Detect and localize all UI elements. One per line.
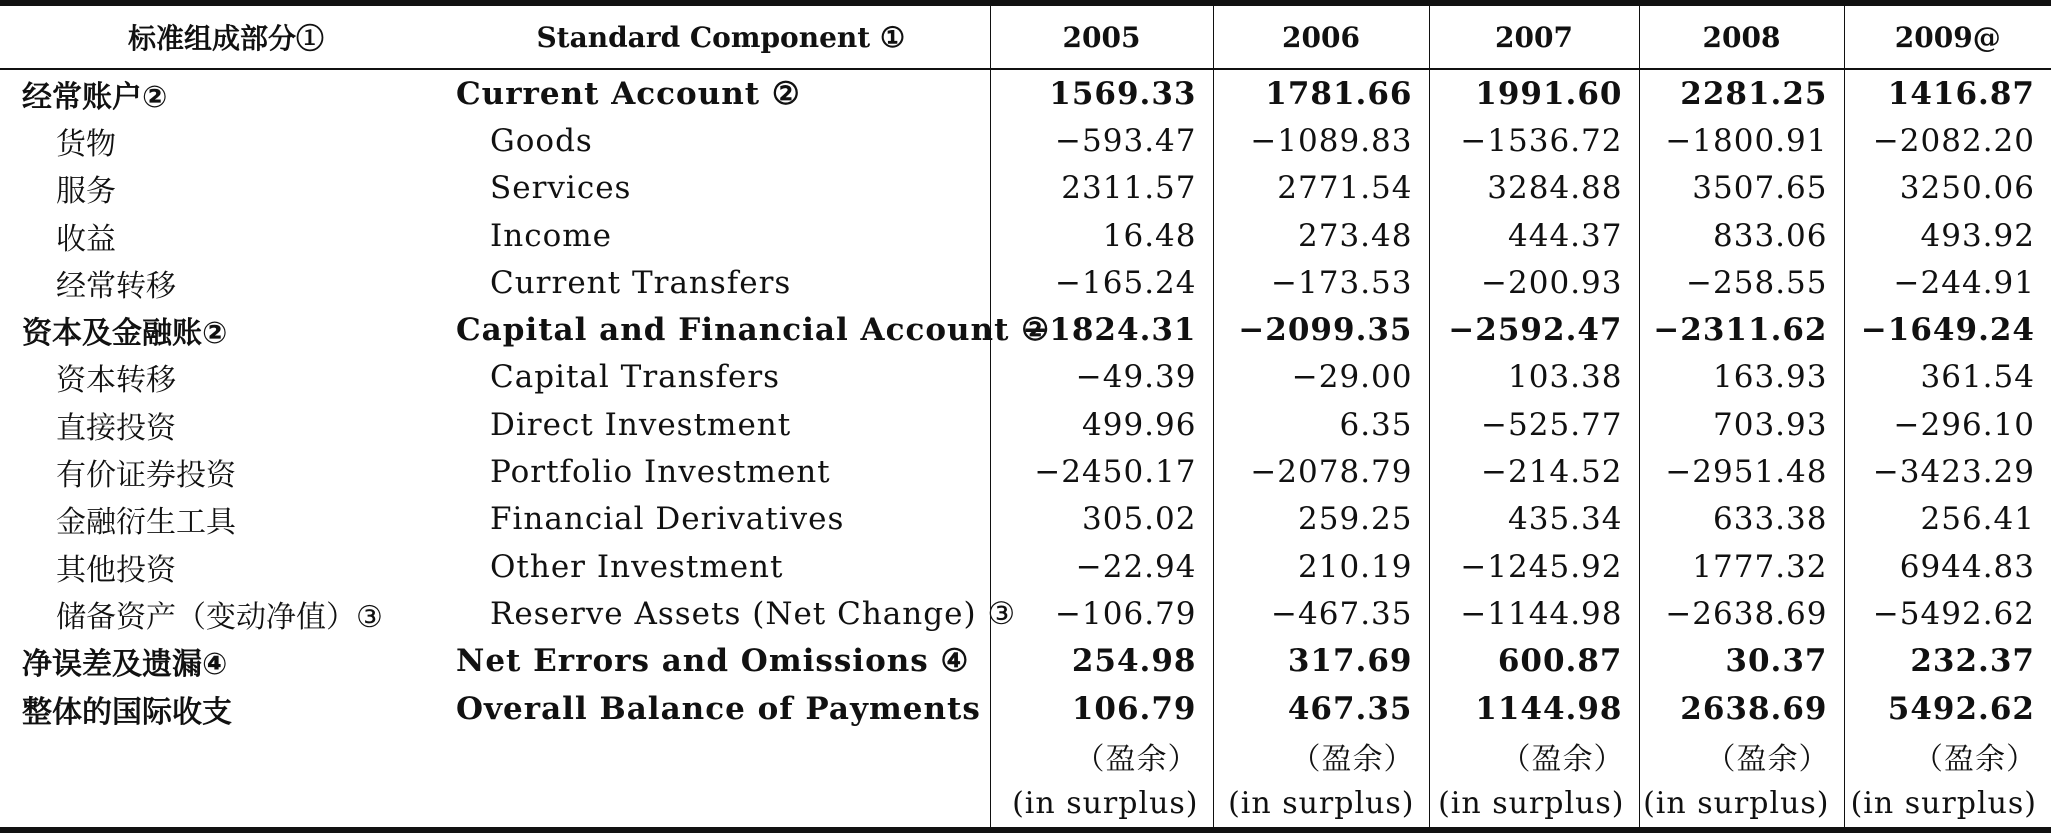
row-label-en: Services — [490, 170, 632, 207]
value-cell: 163.93 — [1639, 354, 1844, 401]
value-cell: −2450.17 — [990, 448, 1213, 495]
header-row — [0, 3, 2051, 69]
table-row-direct-investment — [0, 401, 2051, 448]
empty-cell — [452, 779, 990, 829]
value-cell: −1649.24 — [1844, 306, 2051, 353]
value-cell: 30.37 — [1639, 638, 1844, 685]
value-cell: 2638.69 — [1639, 685, 1844, 732]
row-label-en: Direct Investment — [490, 406, 792, 443]
value-cell: −1144.98 — [1429, 590, 1639, 637]
table-row-goods — [0, 117, 2051, 164]
value-cell: 493.92 — [1844, 212, 2051, 259]
value-cell: 3250.06 — [1844, 165, 2051, 212]
value-cell: 1569.33 — [990, 69, 1213, 117]
value-cell: 1991.60 — [1429, 69, 1639, 117]
value-cell: −2099.35 — [1213, 306, 1429, 353]
value-cell: −2592.47 — [1429, 306, 1639, 353]
value-cell: 467.35 — [1213, 685, 1429, 732]
value-cell: 305.02 — [990, 496, 1213, 543]
value-cell: 232.37 — [1844, 638, 2051, 685]
table-row-financial-derivatives — [0, 496, 2051, 543]
value-cell: 210.19 — [1213, 543, 1429, 590]
value-cell: 3284.88 — [1429, 165, 1639, 212]
value-cell: 1781.66 — [1213, 69, 1429, 117]
table-row-income — [0, 212, 2051, 259]
value-cell: 499.96 — [990, 401, 1213, 448]
value-cell: −244.91 — [1844, 259, 2051, 306]
table-row-net-errors-omissions — [0, 638, 2051, 685]
value-cell: −1245.92 — [1429, 543, 1639, 590]
header-year: 2009@ — [1844, 3, 2051, 69]
value-cell: −2311.62 — [1639, 306, 1844, 353]
value-cell: 16.48 — [990, 212, 1213, 259]
value-cell: 1416.87 — [1844, 69, 2051, 117]
value-cell: −3423.29 — [1844, 448, 2051, 495]
surplus-note: (in surplus) — [1639, 779, 1844, 829]
header-year: 2006 — [1213, 3, 1429, 69]
value-cell: −2078.79 — [1213, 448, 1429, 495]
value-cell: −29.00 — [1213, 354, 1429, 401]
value-cell: 833.06 — [1639, 212, 1844, 259]
header-zh: 标准组成部分① — [0, 3, 452, 69]
row-label-en: Current Transfers — [490, 264, 792, 301]
value-cell: 1777.32 — [1639, 543, 1844, 590]
value-cell: −1089.83 — [1213, 117, 1429, 164]
value-cell: 317.69 — [1213, 638, 1429, 685]
row-label-en: Overall Balance of Payments — [456, 690, 981, 727]
row-label-zh: 金融衍生工具 — [56, 505, 236, 541]
row-label-zh: 货物 — [56, 126, 116, 162]
table-row-capital-transfers — [0, 354, 2051, 401]
value-cell: 435.34 — [1429, 496, 1639, 543]
value-cell: 600.87 — [1429, 638, 1639, 685]
surplus-note: （盈余） — [990, 732, 1213, 779]
surplus-note: （盈余） — [1844, 732, 2051, 779]
value-cell: 2281.25 — [1639, 69, 1844, 117]
empty-cell — [0, 732, 452, 779]
value-cell: 106.79 — [990, 685, 1213, 732]
table-row-other-investment — [0, 543, 2051, 590]
row-label-en: Net Errors and Omissions ④ — [456, 643, 970, 680]
table-row-current-transfers — [0, 259, 2051, 306]
row-label-en: Goods — [490, 122, 593, 159]
row-label-en: Portfolio Investment — [490, 454, 831, 491]
table-row-services — [0, 165, 2051, 212]
value-cell: −1536.72 — [1429, 117, 1639, 164]
row-label-zh: 经常转移 — [56, 268, 176, 304]
value-cell: −467.35 — [1213, 590, 1429, 637]
value-cell: 259.25 — [1213, 496, 1429, 543]
value-cell: −49.39 — [990, 354, 1213, 401]
row-label-en: Capital and Financial Account ② — [456, 312, 1050, 349]
row-label-zh: 资本及金融账② — [22, 316, 228, 352]
value-cell: −5492.62 — [1844, 590, 2051, 637]
header-en: Standard Component ① — [452, 3, 990, 69]
surplus-note: (in surplus) — [1213, 779, 1429, 829]
row-label-zh: 收益 — [56, 221, 116, 257]
value-cell: −2951.48 — [1639, 448, 1844, 495]
row-label-zh: 直接投资 — [56, 410, 176, 446]
value-cell: −22.94 — [990, 543, 1213, 590]
table-row-reserve-assets — [0, 590, 2051, 637]
value-cell: −165.24 — [990, 259, 1213, 306]
row-label-zh: 储备资产（变动净值）③ — [56, 599, 383, 635]
value-cell: 2311.57 — [990, 165, 1213, 212]
value-cell: −2638.69 — [1639, 590, 1844, 637]
row-label-zh: 净误差及遗漏④ — [22, 647, 228, 683]
table-row-overall-balance — [0, 685, 2051, 732]
row-label-zh: 其他投资 — [56, 552, 176, 588]
value-cell: −200.93 — [1429, 259, 1639, 306]
value-cell: −296.10 — [1844, 401, 2051, 448]
value-cell: 103.38 — [1429, 354, 1639, 401]
empty-cell — [0, 779, 452, 829]
value-cell: 633.38 — [1639, 496, 1844, 543]
row-label-zh: 经常账户② — [22, 79, 168, 115]
value-cell: 254.98 — [990, 638, 1213, 685]
surplus-note: (in surplus) — [1844, 779, 2051, 829]
surplus-note: (in surplus) — [1429, 779, 1639, 829]
value-cell: −525.77 — [1429, 401, 1639, 448]
value-cell: 6944.83 — [1844, 543, 2051, 590]
table-row-surplus-note-en — [0, 779, 2051, 829]
header-year: 2008 — [1639, 3, 1844, 69]
row-label-en: Income — [490, 217, 612, 254]
table-row-surplus-note-zh — [0, 732, 2051, 779]
value-cell: 2771.54 — [1213, 165, 1429, 212]
row-label-zh: 整体的国际收支 — [22, 694, 232, 730]
value-cell: 361.54 — [1844, 354, 2051, 401]
value-cell: −106.79 — [990, 590, 1213, 637]
table-row-current-account — [0, 69, 2051, 117]
value-cell: 3507.65 — [1639, 165, 1844, 212]
row-label-zh: 服务 — [56, 174, 116, 210]
value-cell: 5492.62 — [1844, 685, 2051, 732]
value-cell: −214.52 — [1429, 448, 1639, 495]
empty-cell — [452, 732, 990, 779]
header-year: 2007 — [1429, 3, 1639, 69]
value-cell: −258.55 — [1639, 259, 1844, 306]
table-row-portfolio-investment — [0, 448, 2051, 495]
value-cell: 444.37 — [1429, 212, 1639, 259]
value-cell: −1824.31 — [990, 306, 1213, 353]
row-label-en: Current Account ② — [456, 75, 801, 112]
surplus-note: (in surplus) — [990, 779, 1213, 829]
surplus-note: （盈余） — [1639, 732, 1844, 779]
row-label-en: Capital Transfers — [490, 359, 781, 396]
value-cell: −2082.20 — [1844, 117, 2051, 164]
row-label-en: Financial Derivatives — [490, 501, 845, 538]
row-label-en: Other Investment — [490, 548, 784, 585]
header-year: 2005 — [990, 3, 1213, 69]
row-label-zh: 有价证券投资 — [56, 458, 236, 494]
row-label-en: Reserve Assets (Net Change) ③ — [490, 595, 1017, 632]
value-cell: 273.48 — [1213, 212, 1429, 259]
surplus-note: （盈余） — [1213, 732, 1429, 779]
value-cell: 256.41 — [1844, 496, 2051, 543]
value-cell: −173.53 — [1213, 259, 1429, 306]
value-cell: −1800.91 — [1639, 117, 1844, 164]
table-row-capital-financial-account — [0, 306, 2051, 353]
value-cell: 1144.98 — [1429, 685, 1639, 732]
value-cell: −593.47 — [990, 117, 1213, 164]
surplus-note: （盈余） — [1429, 732, 1639, 779]
row-label-zh: 资本转移 — [56, 363, 176, 399]
value-cell: 703.93 — [1639, 401, 1844, 448]
value-cell: 6.35 — [1213, 401, 1429, 448]
